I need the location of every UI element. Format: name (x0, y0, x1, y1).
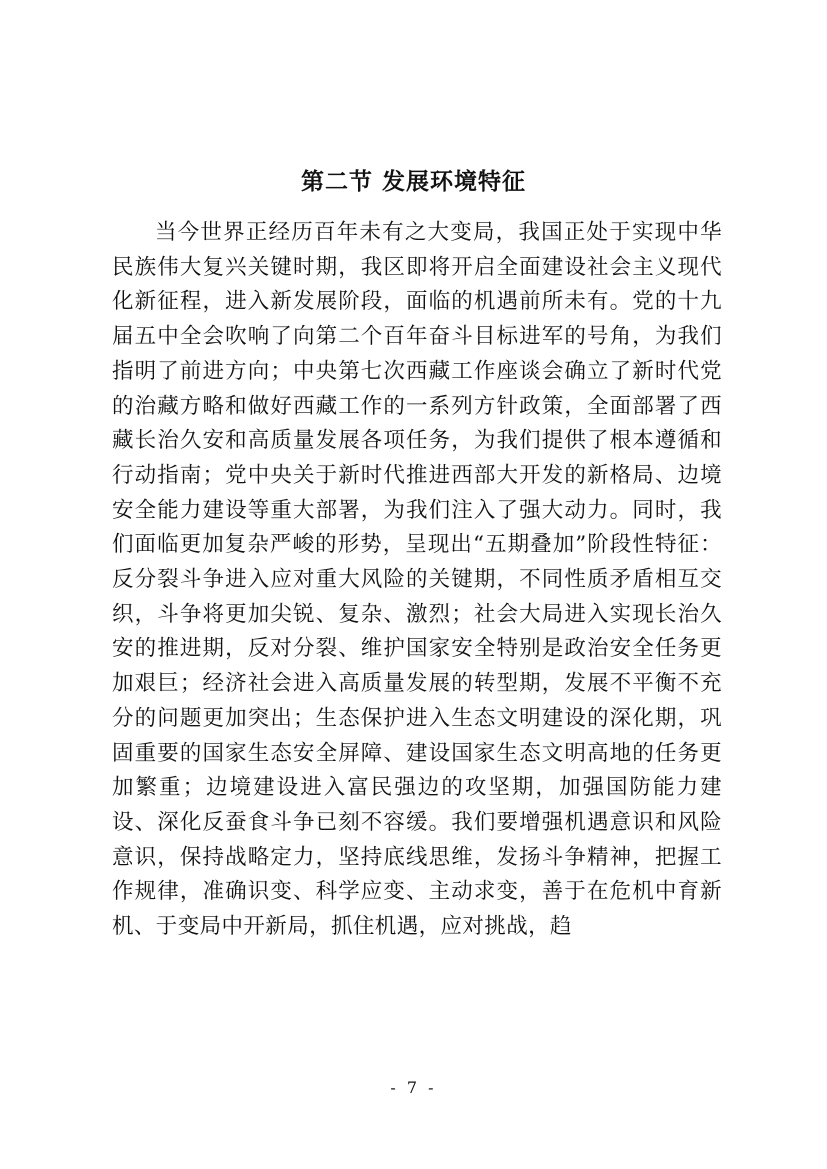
page-number: - 7 - (390, 1078, 437, 1097)
body-paragraph: 当今世界正经历百年未有之大变局，我国正处于实现中华民族伟大复兴关键时期，我区即将开启全面建设社会主义现代化新征程，进入新发展阶段，面临的机遇前所未有。党的十九届五中全会吹响了向第二个百年奋斗目标进军的号角，为我们指明了前进方向；中央第七次西藏工作座谈会确立了新时代党的治藏方略和做好西藏工作的一系列方针政策，全面部署了西藏长治久安和高质量发展各项任务，为我们提供了根本遵循和行动指南；党中央关于新时代推进西部大开发的新格局、边境安全能力建设等重大部署，为我们注入了强大动力。同时，我们面临更加复杂严峻的形势，呈现出“五期叠加”阶段性特征：反分裂斗争进入应对重大风险的关键期，不同性质矛盾相互交织，斗争将更加尖锐、复杂、激烈；社会大局进入实现长治久安的推进期，反对分裂、维护国家安全特别是政治安全任务更加艰巨；经济社会进入高质量发展的转型期，发展不平衡不充分的问题更加突出；生态保护进入生态文明建设的深化期，巩固重要的国家生态安全屏障、建设国家生态文明高地的任务更加繁重；边境建设进入富民强边的攻坚期，加强国防能力建设、深化反蚕食斗争已刻不容缓。我们要增强机遇意识和风险意识，保持战略定力，坚持底线思维，发扬斗争精神，把握工作规律，准确识变、科学应变、主动求变，善于在危机中育新机、于变局中开新局，抓住机遇，应对挑战，趋 (112, 220, 722, 940)
section-heading: 第二节 发展环境特征 (300, 168, 526, 195)
